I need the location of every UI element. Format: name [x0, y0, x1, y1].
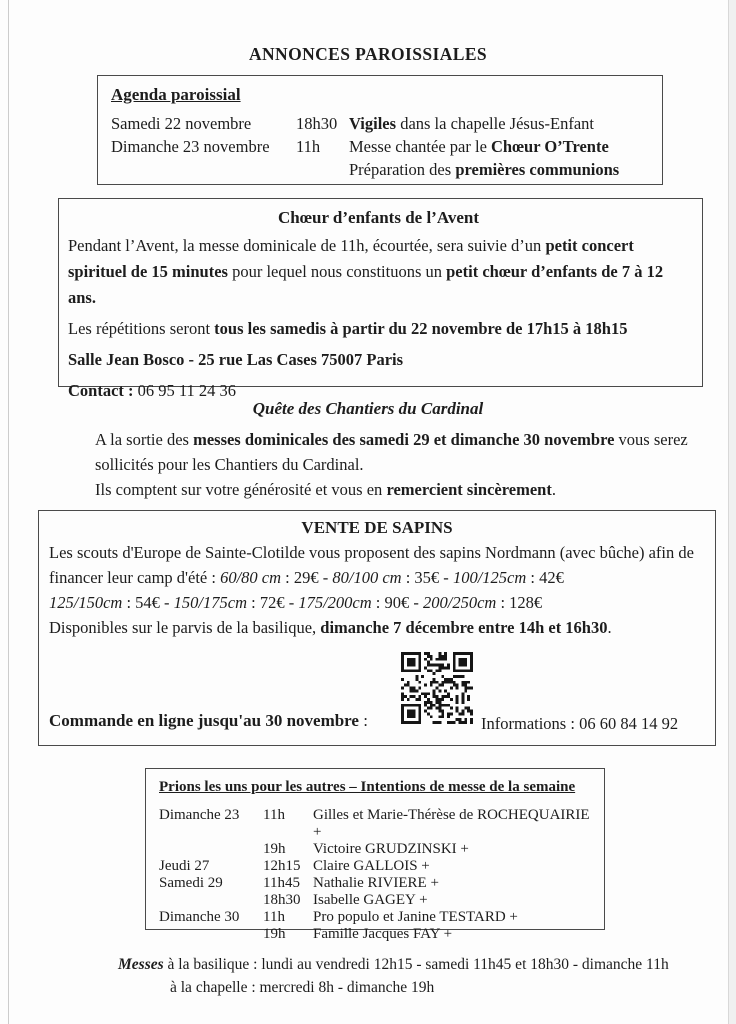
intention-row — [159, 909, 596, 926]
intention-name: Nathalie RIVIERE + — [313, 875, 439, 891]
mass-intentions-box — [145, 768, 605, 942]
agenda-row — [111, 135, 654, 158]
footer-masses-basilica: Messes à la basilique : lundi au vendredi 12h15 - samedi 11h45 et 18h30 - dimanche 11h — [118, 956, 669, 973]
children-choir-paragraph: Pendant l’Avent, la messe dominicale de 11h, écourtée, sera suivie d’un petit concert spirituel de 15 minutes pour lequel nous constituons un petit chœur d’enfants de 7 à 12 ans. — [68, 236, 664, 307]
page-edge-left-line — [8, 0, 9, 1024]
agenda-description: Préparation des premières communions — [349, 160, 620, 179]
intention-name: Victoire GRUDZINSKI + — [313, 841, 469, 857]
intention-name: Pro populo et Janine TESTARD + — [313, 909, 518, 925]
tree-sale-availability: Disponibles sur le parvis de la basilique, dimanche 7 décembre entre 14h et 16h30. — [49, 618, 612, 637]
intention-time: 19h — [263, 926, 286, 942]
agenda-day: Samedi 22 novembre — [111, 114, 252, 133]
intention-time: 19h — [263, 841, 286, 857]
children-choir-rehearsals: Les répétitions seront tous les samedis à partir du 22 novembre de 17h15 à 18h15 — [68, 319, 628, 338]
agenda-description: Vigiles dans la chapelle Jésus-Enfant — [349, 114, 594, 133]
footer-masses-chapel: à la chapelle : mercredi 8h - dimanche 19h — [170, 979, 435, 996]
intention-row — [159, 807, 596, 841]
intention-row — [159, 926, 596, 943]
collection-paragraph: A la sortie des messes dominicales des samedi 29 et dimanche 30 novembre vous serez sollicités pour les Chantiers du Cardinal. — [95, 430, 688, 474]
children-choir-box — [58, 198, 703, 400]
intention-day: Dimanche 30 — [159, 909, 240, 925]
intention-day — [159, 892, 263, 909]
mass-intentions-table — [159, 807, 596, 943]
agenda-time: 11h — [296, 137, 321, 156]
intention-day — [159, 926, 263, 943]
agenda-heading: Agenda paroissial — [111, 85, 241, 104]
collection-thanks: Ils comptent sur votre générosité et vous en remercient sincèrement. — [95, 480, 556, 499]
agenda-box — [97, 75, 663, 185]
intention-row — [159, 892, 596, 909]
agenda-description: Messe chantée par le Chœur O’Trente — [349, 137, 609, 156]
qr-code — [401, 652, 473, 724]
info-phone: Informations : 06 60 84 14 92 — [481, 714, 679, 733]
intention-name: Famille Jacques FAY + — [313, 926, 453, 942]
page-title: ANNONCES PAROISSIALES — [248, 44, 488, 64]
intention-day: Jeudi 27 — [159, 858, 210, 874]
mass-intentions-heading: Prions les uns pour les autres – Intentions de messe de la semaine — [159, 779, 576, 795]
intention-time: 11h45 — [263, 875, 300, 891]
tree-sale-paragraph: Les scouts d'Europe de Sainte-Clotilde vous proposent des sapins Nordmann (avec bûche) afin de financer leur camp d'été : 60/80 cm : 29€ - 80/100 cm : 35€ - 100/125cm : 42€ — [49, 543, 694, 587]
intention-name: Claire GALLOIS + — [313, 858, 430, 874]
page-edge-right-strip — [728, 0, 736, 1024]
tree-sale-title: VENTE DE SAPINS — [301, 518, 453, 537]
agenda-day — [111, 158, 296, 181]
intention-time: 12h15 — [263, 858, 301, 874]
agenda-day: Dimanche 23 novembre — [111, 137, 270, 156]
intention-time: 11h — [263, 909, 285, 925]
intention-day — [159, 841, 263, 858]
intention-row — [159, 858, 596, 875]
agenda-time — [296, 158, 349, 181]
children-choir-title: Chœur d’enfants de l’Avent — [277, 208, 480, 227]
agenda-row — [111, 112, 654, 135]
collection-section — [95, 427, 695, 502]
agenda-time: 18h30 — [296, 114, 338, 133]
intention-day: Dimanche 23 — [159, 807, 240, 823]
intention-row — [159, 875, 596, 892]
children-choir-contact-phone: Contact : 06 95 11 24 36 — [68, 381, 237, 400]
agenda-row — [111, 158, 654, 181]
intention-time: 18h30 — [263, 892, 301, 908]
intention-name: Isabelle GAGEY + — [313, 892, 428, 908]
intention-row — [159, 841, 596, 858]
intention-day: Samedi 29 — [159, 875, 223, 891]
collection-heading: Quête des Chantiers du Cardinal — [252, 399, 484, 418]
tree-sale-box — [38, 510, 716, 746]
tree-sale-prices: 125/150cm : 54€ - 150/175cm : 72€ - 175/200cm : 90€ - 200/250cm : 128€ — [49, 593, 543, 612]
intention-name: Gilles et Marie-Thérèse de ROCHEQUAIRIE + — [313, 807, 590, 840]
intention-time: 11h — [263, 807, 285, 823]
order-deadline: Commande en ligne jusqu'au 30 novembre : — [49, 711, 368, 730]
children-choir-address: Salle Jean Bosco - 25 rue Las Cases 75007 Paris — [68, 350, 404, 369]
